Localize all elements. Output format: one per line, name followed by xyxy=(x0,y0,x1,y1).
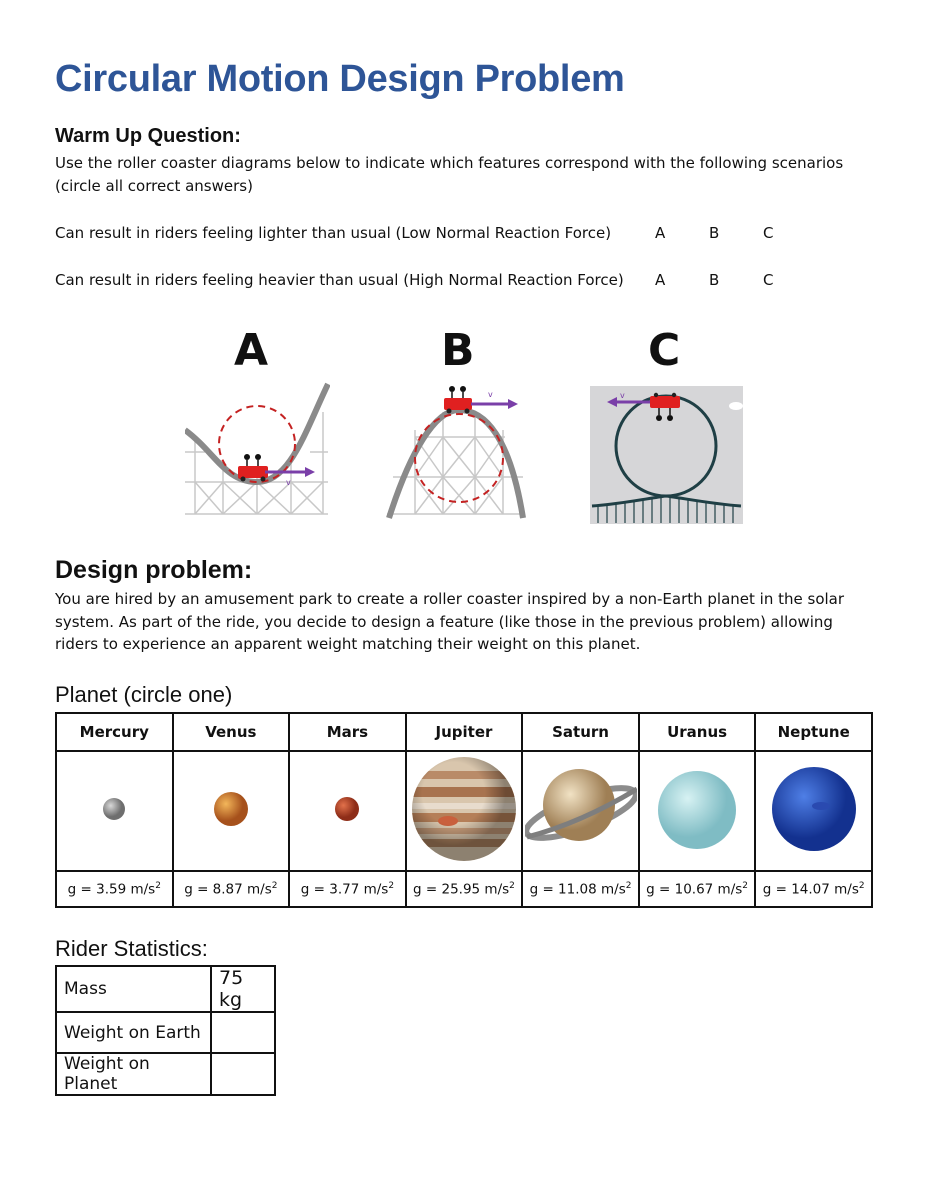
rider-stat-label: Weight on Earth xyxy=(56,1012,211,1053)
velocity-label: v xyxy=(620,391,625,400)
planet-image-cell xyxy=(522,751,639,871)
design-text: You are hired by an amusement park to create a roller coaster inspired by a non-Earth planet in the solar system. As part of the ride, you decide to design a feature (like those in the previous problem) allowing riders to experience an apparent weight matching their weight on this planet. xyxy=(55,590,845,653)
rider-stat-value[interactable] xyxy=(211,1053,275,1095)
jupiter-icon xyxy=(408,753,520,865)
page-title: Circular Motion Design Problem xyxy=(55,58,625,100)
rider-stats-heading: Rider Statistics: xyxy=(55,936,208,961)
planet-name-venus[interactable]: Venus xyxy=(173,713,290,751)
planet-name-mercury[interactable]: Mercury xyxy=(56,713,173,751)
planet-image-cell xyxy=(56,751,173,871)
rider-stat-label: Weight on Planet xyxy=(56,1053,211,1095)
velocity-label: v xyxy=(286,478,291,487)
option-a[interactable]: A xyxy=(655,224,666,242)
rider-stat-value[interactable]: 75 kg xyxy=(211,966,275,1012)
planet-image-cell xyxy=(755,751,872,871)
gravity-value-saturn: g = 11.08 $m/s^2$ xyxy=(522,871,639,907)
figure-b-diagram xyxy=(385,382,530,520)
neptune-icon xyxy=(759,754,869,864)
question-text: Can result in riders feeling heavier than usual (High Normal Reaction Force) xyxy=(55,271,624,289)
gravity-value-mercury: g = 3.59 $m/s^2$ xyxy=(56,871,173,907)
planet-image-cell xyxy=(289,751,406,871)
planet-name-uranus[interactable]: Uranus xyxy=(639,713,756,751)
planet-image-cell xyxy=(406,751,523,871)
question-2 xyxy=(55,271,624,289)
mars-icon xyxy=(292,754,402,864)
figure-b-label: B xyxy=(441,325,475,376)
planet-table xyxy=(55,712,873,908)
figure-a-diagram xyxy=(185,382,330,520)
planet-name-jupiter[interactable]: Jupiter xyxy=(406,713,523,751)
planet-table-heading: Planet (circle one) xyxy=(55,682,233,707)
option-b[interactable]: B xyxy=(709,224,720,242)
planet-image-cell xyxy=(639,751,756,871)
velocity-label: v xyxy=(488,390,493,399)
planet-image-cell xyxy=(173,751,290,871)
gravity-value-neptune: g = 14.07 $m/s^2$ xyxy=(755,871,872,907)
planet-name-neptune[interactable]: Neptune xyxy=(755,713,872,751)
gravity-value-uranus: g = 10.67 $m/s^2$ xyxy=(639,871,756,907)
question-1 xyxy=(55,224,611,242)
uranus-icon xyxy=(642,754,752,864)
saturn-icon xyxy=(525,753,637,865)
warmup-heading: Warm Up Question: xyxy=(55,125,241,147)
option-c[interactable]: C xyxy=(763,224,774,242)
warmup-intro: Use the roller coaster diagrams below to indicate which features correspond with the following scenarios (circle all correct answers) xyxy=(55,154,844,195)
rider-stat-value[interactable] xyxy=(211,1012,275,1053)
figure-c-diagram xyxy=(590,386,743,524)
rider-stat-label: Mass xyxy=(56,966,211,1012)
design-heading: Design problem: xyxy=(55,556,253,584)
option-c[interactable]: C xyxy=(763,271,774,289)
gravity-value-jupiter: g = 25.95 $m/s^2$ xyxy=(406,871,523,907)
rider-stats-table xyxy=(55,965,276,1096)
figure-a-label: A xyxy=(234,325,269,376)
mercury-icon xyxy=(59,754,169,864)
planet-name-mars[interactable]: Mars xyxy=(289,713,406,751)
option-b[interactable]: B xyxy=(709,271,720,289)
figure-c-label: C xyxy=(648,325,681,376)
planet-name-saturn[interactable]: Saturn xyxy=(522,713,639,751)
venus-icon xyxy=(176,754,286,864)
question-text: Can result in riders feeling lighter than usual (Low Normal Reaction Force) xyxy=(55,224,612,242)
gravity-value-mars: g = 3.77 $m/s^2$ xyxy=(289,871,406,907)
option-a[interactable]: A xyxy=(655,271,666,289)
gravity-value-venus: g = 8.87 $m/s^2$ xyxy=(173,871,290,907)
